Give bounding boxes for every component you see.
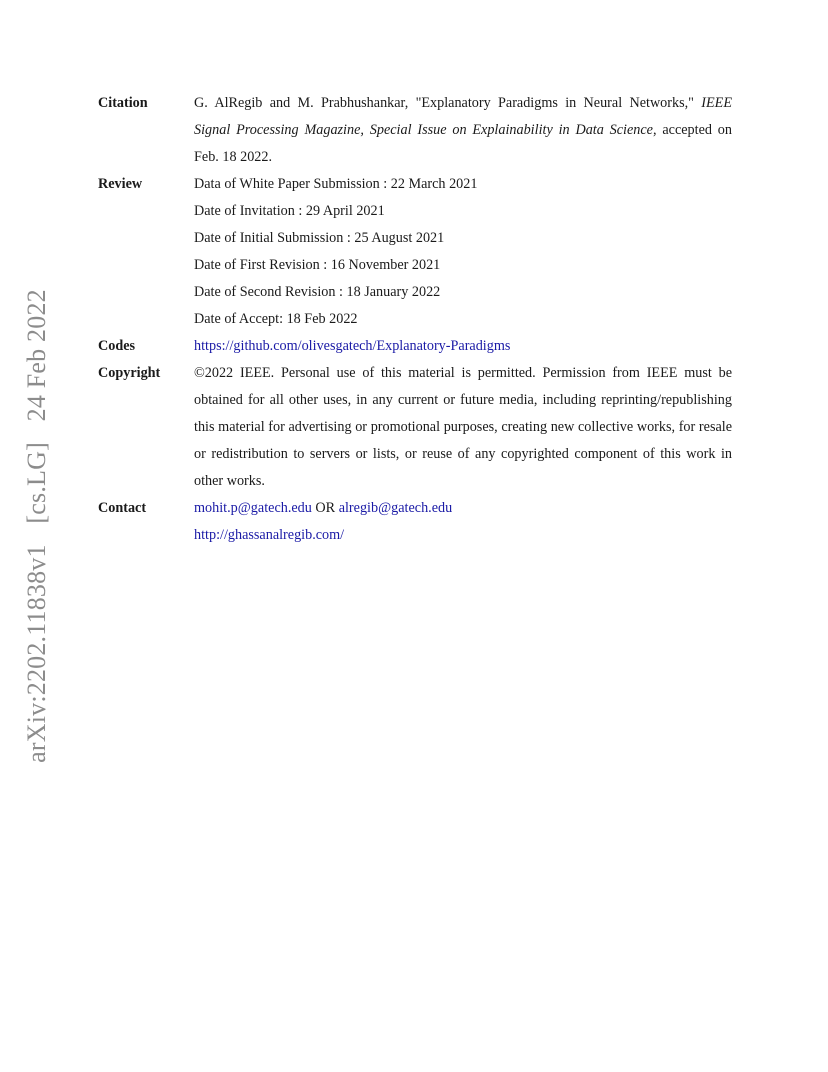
website-link[interactable]: http://ghassanalregib.com/ [194,527,345,543]
contact-label: Contact [98,500,147,516]
codes-label: Codes [98,338,136,354]
contact-website-line [194,522,732,549]
contact-row [98,495,732,549]
review-line-second-revision: Date of Second Revision : 18 January 2022 [194,284,441,300]
citation-authors-title: G. AlRegib and M. Prabhushankar, "Explanatory Paradigms in Neural Networks," [194,95,694,111]
copyright-row [98,360,732,495]
contact-emails [194,495,732,522]
review-label: Review [98,176,143,192]
review-line-white-paper: Data of White Paper Submission : 22 March 2021 [194,176,478,192]
metadata-table [98,90,732,549]
review-line-first-revision: Date of First Revision : 16 November 2021 [194,257,441,273]
email-link-alregib[interactable]: alregib@gatech.edu [338,500,453,516]
arxiv-id: arXiv:2202.11838v1 [22,544,51,763]
contact-value [194,495,732,549]
review-value [194,171,732,333]
codes-row [98,333,732,360]
review-row [98,171,732,333]
citation-label: Citation [98,95,148,111]
citation-status: , accepted on Feb. 18 2022. [194,122,732,165]
email-link-mohit[interactable]: mohit.p@gatech.edu [194,500,312,516]
contact-separator: OR [311,500,339,516]
citation-journal: IEEE Signal Processing Magazine, Special Issue on Explainability in Data Science [194,95,733,138]
arxiv-sidebar-stamp [22,289,52,763]
arxiv-date: 24 Feb 2022 [22,289,51,422]
review-line-initial-submission: Date of Initial Submission : 25 August 2021 [194,230,445,246]
citation-value [194,90,732,171]
arxiv-category: [cs.LG] [22,442,51,524]
review-line-invitation: Date of Invitation : 29 April 2021 [194,203,385,219]
citation-row [98,90,732,171]
codes-repository-link[interactable]: https://github.com/olivesgatech/Explanatory-Paradigms [194,338,511,354]
copyright-text: ©2022 IEEE. Personal use of this material is permitted. Permission from IEEE must be obtained for all other uses, in any current or future media, including reprinting/republishing this material for advertising or promotional purposes, creating new collective works, for resale or redistribution to servers or lists, or reuse of any copyrighted component of this work in other works. [194,365,732,489]
review-line-accept: Date of Accept: 18 Feb 2022 [194,311,358,327]
copyright-label: Copyright [98,365,161,381]
codes-value [194,333,732,360]
